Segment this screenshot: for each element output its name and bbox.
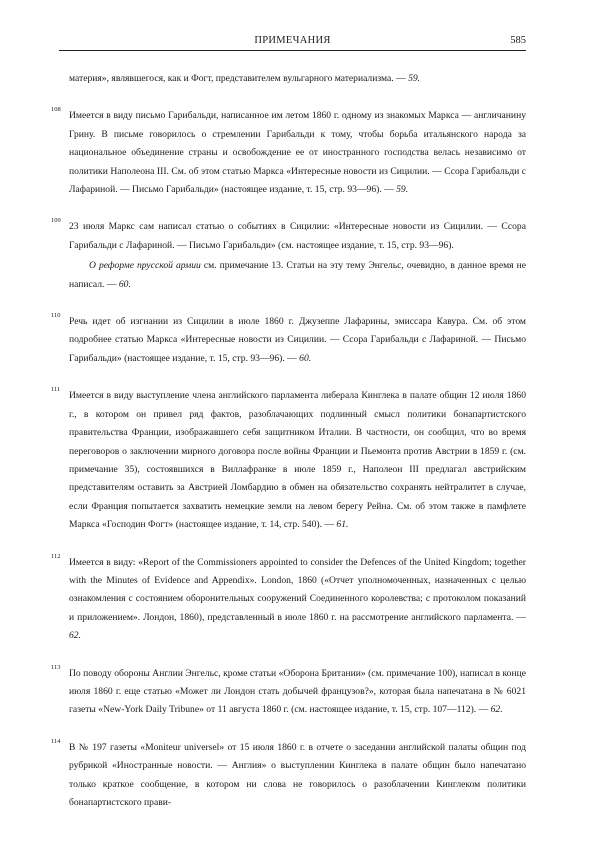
sub-paragraph xyxy=(69,257,526,294)
note-113 xyxy=(51,663,526,720)
note-109 xyxy=(51,217,526,294)
page-ref: 62. xyxy=(490,704,503,716)
note-text: Имеется в виду: «Report of the Commissioners appointed to consider the Defences of the United Kingdom; together with the Minutes of Evidence and Appendix». London, 1860 («Отчет уполномоченных, назначенных с целью ознакомления с состоянием оборонительных сооружений Соединенного королевства; с протоколом показаний и приложением». Лондон, 1860), представленный в июле 1860 г. на рассмотрение английского парламента. — xyxy=(69,556,526,623)
notes-body xyxy=(51,70,526,812)
note-text: По поводу обороны Англии Энгельс, кроме статьи «Оборона Британии» (см. примечание 100), написал в конце июля 1860 г. еще статью «Может ли Лондон стать добычей французов?», которая была напечатана в № 6021 газеты «New-York Daily Tribune» от 11 августа 1860 г. (см. настоящее издание, т. 15, стр. 107—112). — xyxy=(69,667,526,716)
continuation-text: материя», являвшегося, как и Фогт, представителем вульгарного материализма. — xyxy=(69,73,409,84)
sub-text: см. примечание 13. Статьи на эту тему Энгельс, очевидно, в данное время не написал. — xyxy=(69,260,526,290)
note-text: Имеется в виду выступление члена английского парламента либерала Кинглека в палате общин 12 июля 1860 г., в котором он привел ряд фактов, разоблачающих подлинный смысл политики бонапартистского правительства Франции, изображавшего себя защитником Италии. В частности, он сообщил, что во время переговоров о заключении мирного договора после войны Франции и Пьемонта против Австрии в 1859 г. (см. примечание 35), состоявшихся в Виллафранке в июле 1859 г., Наполеон III предлагал австрийским представителям оставить за Австрией Ломбардию в обмен на обязательство сохранять нейтралитет в случае, если Франция попытается захватить немецкие земли на левом берегу Рейна. См. об этом также в памфлете Маркса «Господин Фогт» (настоящее издание, т. 14, стр. 540). — xyxy=(69,390,526,531)
note-text: Имеется в виду письмо Гарибальди, написанное им летом 1860 г. одному из знакомых Маркса — англичанину Грину. В письме говорилось о стремлении Гарибальди к тому, чтобы борьба итальянского народа за национальное объединение страны и освобождение ее от иностранного господства велась независимо от политики Наполеона III. См. об этом статью Маркса «Интересные новости из Сицилии. — Ссора Гарибальди с Лафариной. — Письмо Гарибальди» (настоящее издание, т. 15, стр. 93—96). — xyxy=(69,110,526,196)
note-114 xyxy=(51,737,526,813)
note-text: Речь идет об изгнании из Сицилии в июле 1860 г. Джузеппе Лафарины, эмиссара Кавура. См. об этом подробнее статью Маркса «Интересные новости из Сицилии. — Ссора Гарибальди с Лафариной. — Письмо Гарибальди» (настоящее издание, т. 15, стр. 93—96). — xyxy=(69,316,526,364)
note-number: 110 xyxy=(51,312,61,320)
page-ref: 61. xyxy=(336,519,349,531)
note-text: В № 197 газеты «Moniteur universel» от 15 июля 1860 г. в отчете о заседании английской палаты общин под рубрикой «Иностранные новости. — Англия» о выступлении Кинглека в палате общин было напечатано только краткое сообщение, в котором ни слова не говорилось о разоблачении Кинглеком политики бонапартистского прави- xyxy=(69,741,526,808)
note-text: 23 июля Маркс сам написал статью о событиях в Сицилии: «Интересные новости из Сицилии. — Ссора Гарибальди с Лафариной. — Письмо Гарибальди» (см. настоящее издание, т. 15, стр. 93—96). xyxy=(69,221,526,251)
note-number: 108 xyxy=(51,106,61,114)
page-ref: 60. xyxy=(299,352,312,364)
note-111 xyxy=(51,386,526,534)
page-ref: 59. xyxy=(408,73,421,84)
note-110 xyxy=(51,312,526,368)
note-112 xyxy=(51,552,526,646)
page-number: 585 xyxy=(510,35,526,46)
header-title: ПРИМЕЧАНИЯ xyxy=(254,35,331,46)
note-108 xyxy=(51,106,526,199)
note-number: 111 xyxy=(51,386,61,394)
note-number: 112 xyxy=(51,552,61,560)
continuation-paragraph xyxy=(69,70,526,88)
running-header xyxy=(59,34,526,51)
sub-title: О реформе прусской армии xyxy=(89,260,201,272)
page-ref: 59. xyxy=(396,184,409,196)
note-number: 109 xyxy=(51,217,61,225)
page-ref: 60. xyxy=(118,278,131,290)
page-ref: 62. xyxy=(69,630,81,642)
note-number: 114 xyxy=(51,737,61,745)
note-number: 113 xyxy=(51,663,61,671)
